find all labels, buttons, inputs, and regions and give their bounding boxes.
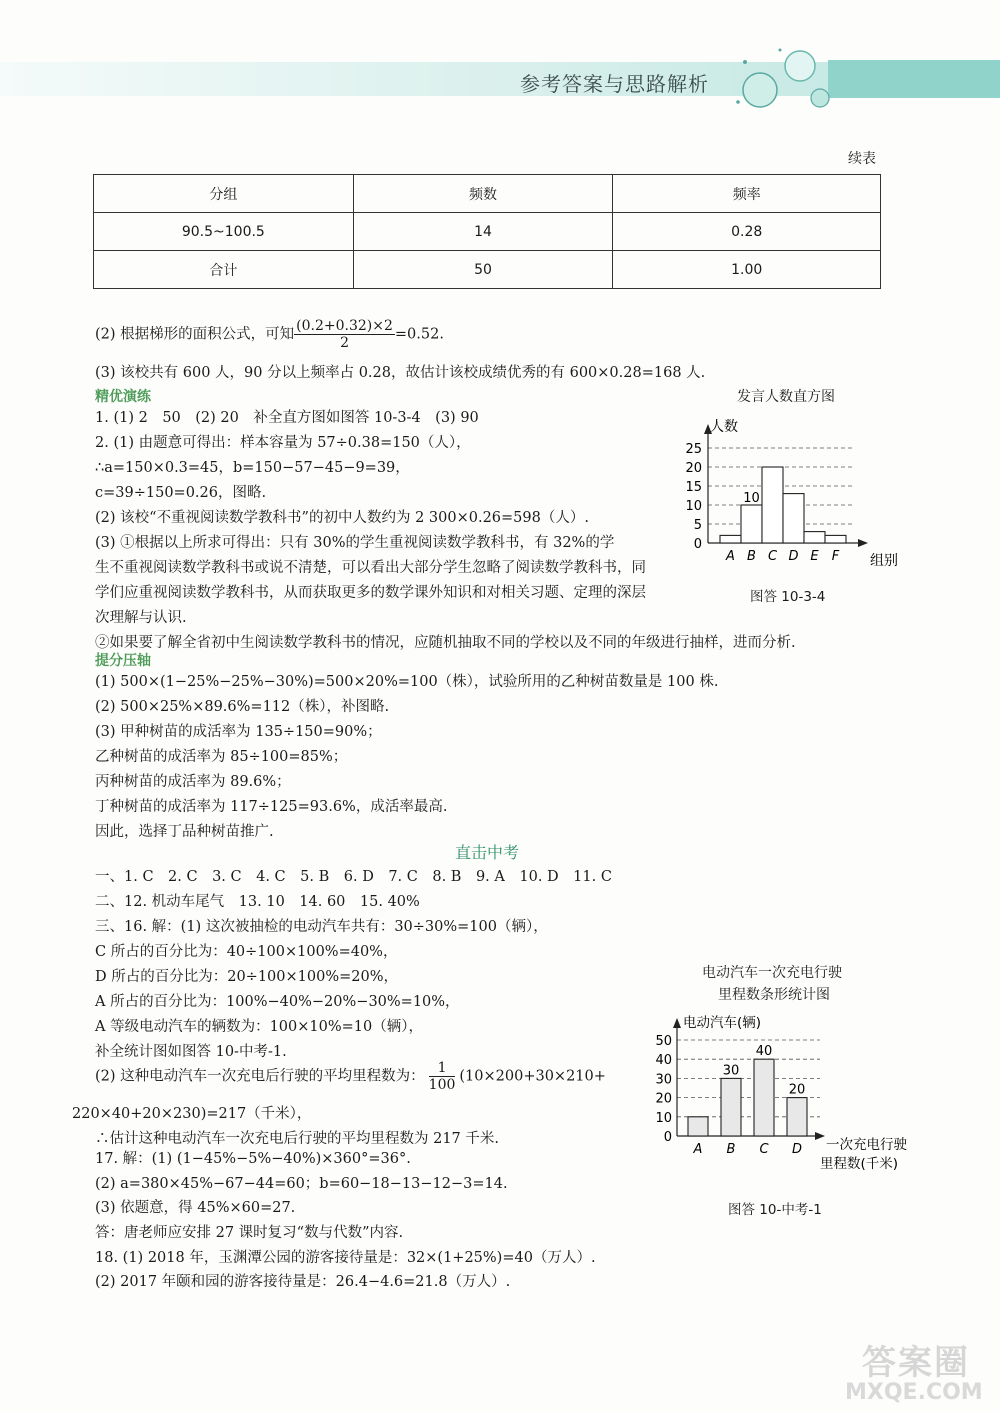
answer-line: 1. (1) 2 50 (2) 20 补全直方图如图答 10-3-4 (3) 90	[95, 410, 479, 426]
answer-line: 三、16. 解：(1) 这次被抽检的电动汽车共有：30÷30%=100（辆），	[95, 919, 548, 935]
histogram-bar	[783, 494, 804, 543]
answer-line: 17. 解：(1) (1−45%−5%−40%)×360°=36°.	[95, 1151, 411, 1167]
x-tick-label: C	[759, 1142, 769, 1157]
answer-line: 补全统计图如图答 10-中考-1.	[95, 1044, 287, 1060]
answer-line: 答：唐老师应安排 27 课时复习“数与代数”内容.	[95, 1225, 404, 1241]
x-tick-label: B	[726, 1142, 736, 1157]
y-axis-arrow-icon	[673, 1018, 681, 1028]
x-axis-arrow-icon	[815, 1132, 825, 1140]
table-cell: 14	[353, 213, 613, 251]
histogram-bar	[804, 532, 825, 543]
answer-line: 因此，选择丁品种树苗推广.	[95, 824, 274, 840]
header-title: 参考答案与思路解析	[520, 72, 709, 96]
histogram-bar	[741, 505, 762, 543]
answer-line: 丙种树苗的成活率为 89.6%；	[95, 774, 291, 790]
x-tick-label: E	[810, 549, 819, 564]
answer-line: (2) 该校“不重视阅读数学教科书”的初中人数约为 2 300×0.26=598（人）.	[95, 510, 589, 526]
answer-line: (3) 该校共有 600 人，90 分以上频率占 0.28，故估计该校成绩优秀的有 600×0.28=168 人.	[95, 365, 706, 381]
y-tick-label: 0	[693, 537, 702, 552]
fraction	[294, 318, 395, 351]
table-row	[94, 213, 881, 251]
fraction-numerator: (0.2+0.32)×2	[296, 318, 393, 334]
x-axis-title-line1: 一次充电行驶	[826, 1137, 907, 1153]
answer-line: (3) ①根据以上所求可得出：只有 30%的学生重视阅读数学教科书，有 32%的学	[95, 535, 615, 551]
answer-line: (1) 500×(1−25%−25%−30%)=500×20%=100（株），试验所用的乙种树苗数量是 100 株.	[95, 674, 719, 690]
answer-line: 生不重视阅读数学教科书或说不清楚，可以看出大部分学生忽略了阅读数学教科书，同	[95, 560, 646, 576]
bar	[721, 1078, 741, 1136]
text-span: (2) 根据梯形的面积公式，可知	[95, 326, 295, 343]
answer-line: A 等级电动汽车的辆数为：100×10%=10（辆），	[95, 1019, 423, 1035]
y-tick-label: 5	[693, 518, 702, 533]
answer-line: 18. (1) 2018 年，玉渊潭公园的游客接待量是：32×(1+25%)=40（万人）.	[95, 1250, 596, 1266]
answer-line: (2) 500×25%×89.6%=112（株），补图略.	[95, 699, 390, 715]
y-tick-label: 30	[655, 1072, 672, 1088]
histogram-bar	[762, 467, 783, 543]
y-tick-label: 0	[663, 1130, 672, 1145]
data-label: 30	[722, 1063, 740, 1079]
chart2-title-line2: 里程数条形统计图	[718, 987, 830, 1003]
x-tick-label: D	[788, 549, 799, 564]
y-tick-label: 50	[655, 1034, 672, 1049]
bar	[787, 1098, 807, 1136]
answer-line: (2) a=380×45%−67−44=60；b=60−18−13−12−3=14.	[95, 1176, 508, 1192]
data-label: 40	[755, 1044, 773, 1060]
answer-line: ②如果要了解全省初中生阅读数学教科书的情况，应随机抽取不同的学校以及不同的年级进行抽样，进而分析.	[95, 635, 796, 651]
y-tick-label: 20	[685, 461, 702, 476]
answer-line: 2. (1) 由题意可得出：样本容量为 57÷0.38=150（人），	[95, 435, 471, 451]
text-span: =0.52.	[394, 326, 444, 343]
answer-line: 丁种树苗的成活率为 117÷125=93.6%，成活率最高.	[95, 799, 448, 815]
fraction-numerator: 1	[429, 1060, 456, 1077]
table-cell: 合计	[94, 251, 354, 289]
section-title: 直击中考	[455, 843, 520, 862]
answer-line: 次理解与认识.	[95, 610, 187, 626]
y-axis-title: 人数	[710, 419, 738, 435]
y-tick-label: 20	[655, 1091, 672, 1107]
header-band-accent	[828, 60, 1000, 98]
data-label: 20	[788, 1082, 806, 1098]
table-header-cell: 频数	[353, 175, 613, 213]
text-span: (10×200+30×210+	[459, 1068, 606, 1085]
y-tick-label: 15	[685, 480, 702, 495]
table-header-row	[94, 175, 881, 213]
x-tick-label: D	[791, 1142, 803, 1157]
y-tick-label: 10	[655, 1110, 672, 1126]
y-tick-label: 40	[655, 1053, 672, 1069]
answer-line: c=39÷150=0.26，图略.	[95, 485, 267, 501]
bar	[754, 1059, 774, 1136]
table-cell: 90.5~100.5	[94, 213, 354, 251]
fraction	[429, 1060, 456, 1093]
section-title: 提分压轴	[95, 653, 151, 669]
answer-line: D 所占的百分比为：20÷100×100%=20%，	[95, 969, 398, 985]
answer-line: (2) 2017 年颐和园的游客接待量是：26.4−4.6=21.8（万人）.	[95, 1274, 511, 1290]
chart2-caption: 图答 10-中考-1	[728, 1202, 822, 1218]
section-title: 精优演练	[95, 389, 151, 405]
answer-line: C 所占的百分比为：40÷100×100%=40%，	[95, 944, 398, 960]
table-header-cell: 频率	[613, 175, 881, 213]
answer-line: ∴a=150×0.3=45，b=150−57−45−9=39，	[95, 460, 410, 476]
table-header-cell: 分组	[94, 175, 354, 213]
table-cell: 0.28	[613, 213, 881, 251]
planet-decoration-icon	[730, 40, 840, 120]
answer-line: 一、1. C 2. C 3. C 4. C 5. B 6. D 7. C 8. B 9. A 10. D 11. C	[95, 869, 612, 885]
chart2-bar-chart	[650, 1005, 925, 1180]
answer-line: 学们应重视阅读数学教科书，从而获取更多的数学课外知识和对相关习题、定理的深层	[95, 585, 646, 601]
fraction-denominator: 2	[340, 335, 349, 351]
bar	[688, 1117, 708, 1136]
text-span: (2) 这种电动汽车一次充电后行驶的平均里程数为：	[95, 1068, 425, 1085]
fraction-denominator: 100	[428, 1077, 456, 1093]
x-tick-label: F	[831, 549, 840, 564]
chart1-caption: 图答 10-3-4	[750, 589, 826, 605]
y-tick-label: 25	[685, 442, 702, 457]
x-tick-label: C	[767, 549, 778, 564]
y-tick-label: 10	[685, 499, 702, 514]
y-axis-title: 电动汽车(辆)	[683, 1015, 762, 1031]
x-axis-arrow-icon	[858, 539, 868, 547]
answer-line	[95, 318, 444, 351]
x-tick-label: A	[693, 1142, 703, 1157]
answer-line: ∴估计这种电动汽车一次充电后行驶的平均里程数为 217 千米.	[95, 1131, 500, 1147]
x-tick-label: B	[747, 549, 756, 564]
table-row	[94, 251, 881, 289]
answer-line: (3) 甲种树苗的成活率为 135÷150=90%；	[95, 724, 382, 740]
answer-line: (3) 依题意，得 45%×60=27.	[95, 1200, 296, 1216]
chart1-title: 发言人数直方图	[737, 389, 835, 405]
watermark-logo: 答案圈	[862, 1343, 970, 1383]
answer-line	[95, 1060, 606, 1093]
table-note: 续表	[848, 151, 876, 167]
x-axis-title: 组别	[870, 553, 898, 569]
answer-line: 220×40+20×230)=217（千米），	[72, 1106, 312, 1122]
chart1-histogram	[670, 410, 910, 585]
x-tick-label: A	[726, 549, 735, 564]
watermark-logo-url: MXQE.COM	[845, 1380, 983, 1405]
table-cell: 50	[353, 251, 613, 289]
table-cell: 1.00	[613, 251, 881, 289]
chart2-title-line1: 电动汽车一次充电行驶	[702, 965, 842, 981]
histogram-bar	[720, 535, 741, 543]
answer-line: 二、12. 机动车尾气 13. 10 14. 60 15. 40%	[95, 894, 420, 910]
frequency-table	[93, 174, 881, 289]
answer-line: A 所占的百分比为：100%−40%−20%−30%=10%，	[95, 994, 460, 1010]
histogram-bar	[825, 535, 846, 543]
x-axis-title-line2: 里程数(千米)	[820, 1156, 899, 1172]
data-label: 10	[743, 491, 760, 506]
answer-line: 乙种树苗的成活率为 85÷100=85%；	[95, 749, 348, 765]
